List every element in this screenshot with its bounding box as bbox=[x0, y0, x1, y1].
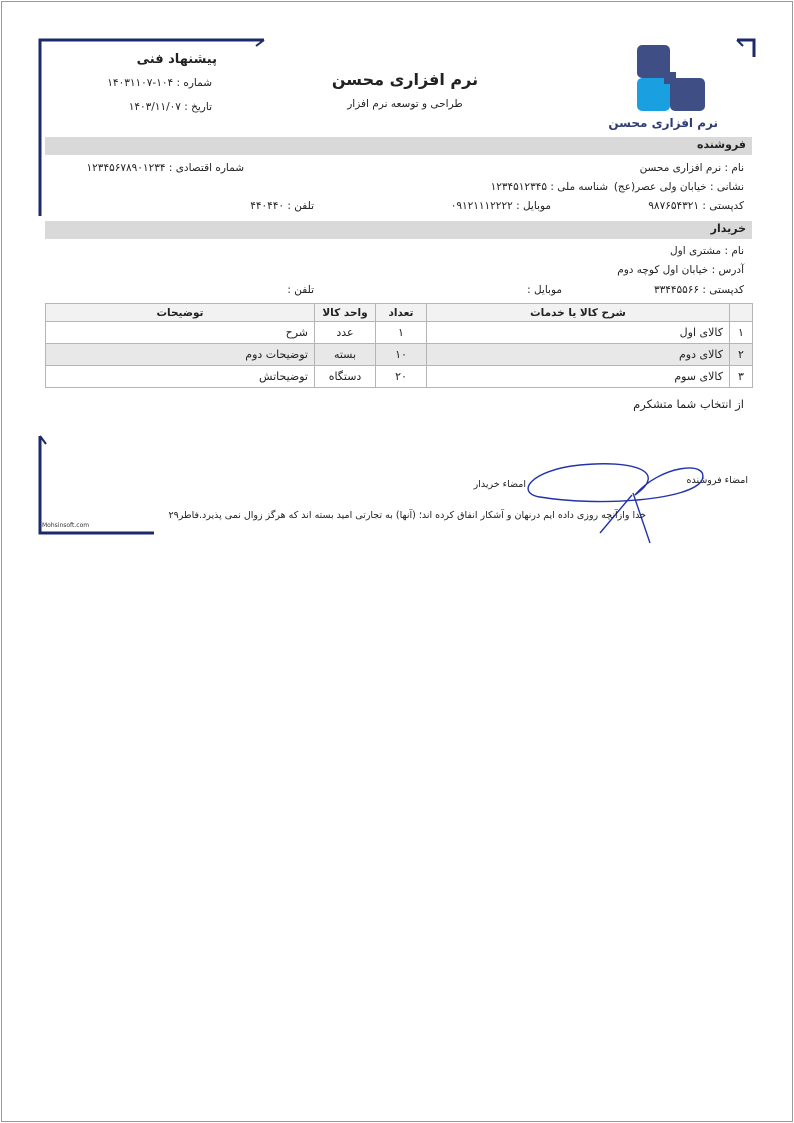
row-unit: دستگاه bbox=[315, 366, 376, 388]
thanks-text: از انتخاب شما متشکرم bbox=[633, 397, 744, 411]
row-num: ۳ bbox=[730, 366, 753, 388]
company-logo bbox=[608, 44, 720, 134]
company-name: نرم افزاری محسن bbox=[331, 70, 479, 89]
logo-mark-icon bbox=[630, 44, 720, 114]
row-num: ۱ bbox=[730, 322, 753, 344]
seller-national-id: شناسه ملی : ۱۲۳۴۵۱۲۳۴۵ bbox=[490, 181, 608, 193]
seller-postal-code: کدپستی : ۹۸۷۶۵۴۳۲۱ bbox=[648, 200, 744, 212]
seller-address: نشانی : خیابان ولی عصر(عج) bbox=[613, 181, 744, 193]
buyer-address: آدرس : خیابان اول کوچه دوم bbox=[617, 264, 744, 276]
seller-mobile: موبایل : ۰۹۱۲۱۱۱۲۲۲۲ bbox=[450, 200, 551, 212]
items-table bbox=[45, 303, 753, 388]
row-unit: بسته bbox=[315, 344, 376, 366]
watermark-text: Mohsinsoft.com bbox=[42, 522, 90, 529]
row-notes: شرح bbox=[46, 322, 315, 344]
seller-signature-label: امضاء فروشنده bbox=[686, 475, 748, 486]
seller-name: نام : نرم افزاری محسن bbox=[639, 162, 744, 174]
header-desc: شرح کالا یا خدمات bbox=[427, 304, 730, 322]
seller-section-title: فروشنده bbox=[696, 138, 746, 151]
header-unit: واحد کالا bbox=[315, 304, 376, 322]
buyer-phone: تلفن : bbox=[287, 284, 314, 296]
doc-number: شماره : ۱۰۴-۱۴۰۳۱۱۰۷ bbox=[107, 77, 212, 89]
buyer-name: نام : مشتری اول bbox=[670, 245, 744, 257]
header-num bbox=[730, 304, 753, 322]
table-row bbox=[46, 366, 753, 388]
doc-date: تاریخ : ۱۴۰۳/۱۱/۰۷ bbox=[128, 101, 212, 113]
row-notes: توضیحات دوم bbox=[46, 344, 315, 366]
row-unit: عدد bbox=[315, 322, 376, 344]
header-qty: تعداد bbox=[376, 304, 427, 322]
row-desc: کالای اول bbox=[427, 322, 730, 344]
poem-text: خدا وازآنچه روزی داده ایم درنهان و آشکار انفاق کرده اند؛ (آنها) به تجارتی امید بسته اند که هرگز زوال نمی پذیرد.فاطر۲۹ bbox=[168, 510, 646, 521]
row-desc: کالای سوم bbox=[427, 366, 730, 388]
buyer-signature-label: امضاء خریدار bbox=[473, 479, 526, 490]
row-qty: ۱ bbox=[376, 322, 427, 344]
seller-signature-icon bbox=[520, 455, 720, 550]
buyer-section-bar bbox=[45, 221, 752, 239]
header-notes: توضیحات bbox=[46, 304, 315, 322]
table-row bbox=[46, 344, 753, 366]
seller-phone: تلفن : ۴۴۰۴۴۰ bbox=[250, 200, 314, 212]
row-desc: کالای دوم bbox=[427, 344, 730, 366]
buyer-section-title: خریدار bbox=[710, 222, 746, 235]
row-qty: ۲۰ bbox=[376, 366, 427, 388]
buyer-mobile: موبایل : bbox=[527, 284, 562, 296]
table-row bbox=[46, 322, 753, 344]
doc-title: پیشنهاد فنی bbox=[136, 52, 217, 67]
logo-text: نرم افزاری محسن bbox=[608, 116, 718, 130]
table-header-row bbox=[46, 304, 753, 322]
seller-section-bar bbox=[45, 137, 752, 155]
row-qty: ۱۰ bbox=[376, 344, 427, 366]
seller-economic-code: شماره اقتصادی : ۱۲۳۴۵۶۷۸۹۰۱۲۳۴ bbox=[86, 162, 244, 174]
frame-corner-top-right bbox=[735, 38, 757, 60]
row-num: ۲ bbox=[730, 344, 753, 366]
row-notes: توضیحاتش bbox=[46, 366, 315, 388]
frame-corner-bottom-left bbox=[38, 434, 158, 536]
company-tagline: طراحی و توسعه نرم افزار bbox=[347, 98, 463, 110]
buyer-postal-code: کدپستی : ۳۳۴۴۵۵۶۶ bbox=[653, 284, 744, 296]
